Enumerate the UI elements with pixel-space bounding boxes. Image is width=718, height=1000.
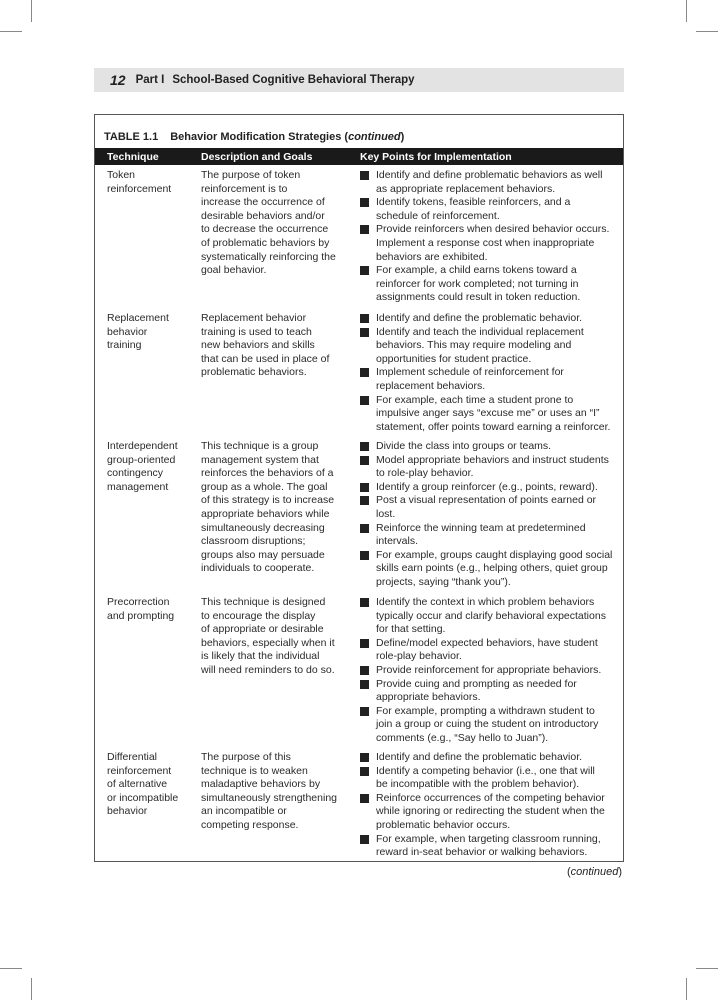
technique-cell xyxy=(107,596,195,623)
square-bullet-icon xyxy=(360,456,369,465)
key-point-item xyxy=(358,394,620,435)
key-point-item xyxy=(358,264,620,305)
key-point-line: Identify and teach the individual replacement xyxy=(376,325,584,338)
key-point-line: For example, each time a student prone to xyxy=(376,393,574,406)
key-point-item xyxy=(358,522,620,549)
square-bullet-icon xyxy=(360,598,369,607)
square-bullet-icon xyxy=(360,198,369,207)
table-title-close: ) xyxy=(400,131,405,143)
table-number: TABLE 1.1 xyxy=(104,131,159,143)
key-point-line: problematic behavior occurs. xyxy=(376,818,511,831)
technique-cell xyxy=(107,751,195,819)
description-line: to encourage the display xyxy=(201,609,316,622)
key-point-item xyxy=(358,196,620,223)
square-bullet-icon xyxy=(360,496,369,505)
key-point-line: Identify and define problematic behaviors as well xyxy=(376,169,603,181)
key-point-line: Define/model expected behaviors, have student xyxy=(376,636,598,649)
key-point-item xyxy=(358,678,620,705)
square-bullet-icon xyxy=(360,314,369,323)
key-point-line: Post a visual representation of points earned or xyxy=(376,494,597,507)
technique-cell xyxy=(107,312,195,353)
key-point-item xyxy=(358,494,620,521)
key-point-item xyxy=(358,637,620,664)
key-point-line: For example, when targeting classroom running, xyxy=(376,832,601,845)
key-point-line: while ignoring or redirecting the student when the xyxy=(376,805,605,818)
key-point-line: Identify a competing behavior (i.e., one that will xyxy=(376,764,595,777)
continued-word: continued xyxy=(570,866,619,878)
key-point-item xyxy=(358,765,620,792)
description-line: Replacement behavior xyxy=(201,312,307,324)
key-point-line: reward in-seat behavior or walking behaviors. xyxy=(376,846,588,859)
key-point-line: Identify tokens, feasible reinforcers, and a xyxy=(376,196,571,209)
key-points-cell xyxy=(358,169,620,305)
continued-close: ) xyxy=(618,866,622,878)
square-bullet-icon xyxy=(360,266,369,275)
square-bullet-icon xyxy=(360,442,369,451)
description-line: reinforcement is to xyxy=(201,182,288,195)
square-bullet-icon xyxy=(360,835,369,844)
description-line: reinforces the behaviors of a xyxy=(201,467,334,480)
square-bullet-icon xyxy=(360,396,369,405)
description-line: is likely that the individual xyxy=(201,650,320,663)
description-line: appropriate behaviors while xyxy=(201,507,330,520)
key-points-cell xyxy=(358,312,620,434)
technique-line: reinforcement xyxy=(107,182,172,195)
technique-cell xyxy=(107,440,195,494)
description-line: training is used to teach xyxy=(201,325,312,338)
key-point-item xyxy=(358,366,620,393)
column-header-description: Description and Goals xyxy=(201,151,313,163)
description-line: maladaptive behaviors by xyxy=(201,778,321,791)
key-point-line: replacement behaviors. xyxy=(376,379,486,392)
square-bullet-icon xyxy=(360,171,369,180)
description-cell xyxy=(201,596,351,678)
key-point-line: Reinforce the winning team at predetermined xyxy=(376,521,586,534)
description-line: systematically reinforcing the xyxy=(201,250,336,263)
key-point-item xyxy=(358,454,620,481)
description-line: new behaviors and skills xyxy=(201,339,315,352)
technique-line: behavior xyxy=(107,805,148,818)
description-line: This technique is a group xyxy=(201,440,319,452)
key-point-item xyxy=(358,751,620,765)
key-point-item xyxy=(358,326,620,367)
description-line: technique is to weaken xyxy=(201,764,308,777)
key-point-line: For example, groups caught displaying good social xyxy=(376,548,613,561)
key-point-item xyxy=(358,440,620,454)
key-point-line: For example, prompting a withdrawn student to xyxy=(376,704,595,717)
technique-line: contingency xyxy=(107,467,164,480)
key-point-line: Model appropriate behaviors and instruct students xyxy=(376,453,609,466)
square-bullet-icon xyxy=(360,524,369,533)
column-header-technique: Technique xyxy=(107,151,159,163)
column-header-key-points: Key Points for Implementation xyxy=(360,151,512,163)
description-line: desirable behaviors and/or xyxy=(201,209,325,222)
key-point-line: For example, a child earns tokens toward a xyxy=(376,264,577,277)
square-bullet-icon xyxy=(360,328,369,337)
key-point-line: Provide reinforcement for appropriate behaviors. xyxy=(376,663,602,676)
key-point-line: skills earn points (e.g., helping others, quiet group xyxy=(376,562,608,575)
strategy-table xyxy=(94,114,624,862)
key-point-line: Divide the class into groups or teams. xyxy=(376,440,552,452)
key-point-line: reinforcer for work completed; not turning in xyxy=(376,277,579,290)
description-line: classroom disruptions; xyxy=(201,535,306,548)
square-bullet-icon xyxy=(360,753,369,762)
square-bullet-icon xyxy=(360,794,369,803)
key-point-line: statement, offer points toward earning a reinforcer. xyxy=(376,420,611,433)
technique-line: Differential xyxy=(107,751,157,763)
description-line: This technique is designed xyxy=(201,596,326,608)
key-point-line: Identify a group reinforcer (e.g., points, reward). xyxy=(376,480,598,493)
key-point-line: for that setting. xyxy=(376,623,446,636)
description-line: of appropriate or desirable xyxy=(201,623,324,636)
key-point-item xyxy=(358,312,620,326)
key-point-item xyxy=(358,664,620,678)
table-title: Behavior Modification Strategies ( xyxy=(170,131,349,143)
continued-open: ( xyxy=(566,866,571,878)
description-line: simultaneously decreasing xyxy=(201,521,325,534)
square-bullet-icon xyxy=(360,707,369,716)
description-line: that can be used in place of xyxy=(201,352,330,365)
technique-line: of alternative xyxy=(107,778,168,791)
technique-cell xyxy=(107,169,195,196)
key-point-line: as appropriate replacement behaviors. xyxy=(376,182,556,195)
table-caption xyxy=(104,131,404,143)
crop-mark xyxy=(0,968,22,969)
key-point-line: be incompatible with the problem behavior). xyxy=(376,778,580,791)
table-header xyxy=(95,148,623,165)
description-line: to decrease the occurrence xyxy=(201,223,329,236)
description-line: of problematic behaviors by xyxy=(201,236,330,249)
key-point-line: Identify the context in which problem behaviors xyxy=(376,596,595,608)
description-line: management system that xyxy=(201,453,319,466)
description-line: simultaneously strengthening xyxy=(201,791,337,804)
description-line: group as a whole. The goal xyxy=(201,480,328,493)
description-line: individuals to cooperate. xyxy=(201,562,315,575)
description-line: competing response. xyxy=(201,818,299,831)
key-points-cell xyxy=(358,440,620,590)
description-line: goal behavior. xyxy=(201,264,267,277)
description-line: The purpose of token xyxy=(201,169,301,181)
key-point-item xyxy=(358,792,620,833)
key-point-line: role-play behavior. xyxy=(376,650,462,663)
technique-line: group-oriented xyxy=(107,453,176,466)
description-line: increase the occurrence of xyxy=(201,196,325,209)
key-point-line: join a group or cuing the student on introductory xyxy=(376,718,599,731)
crop-mark xyxy=(31,978,32,1000)
description-cell xyxy=(201,440,351,576)
key-point-item xyxy=(358,223,620,264)
technique-line: behavior xyxy=(107,325,148,338)
key-points-cell xyxy=(358,751,620,860)
table-title-continued: continued xyxy=(348,131,401,143)
technique-line: and prompting xyxy=(107,609,175,622)
crop-mark xyxy=(686,978,687,1000)
square-bullet-icon xyxy=(360,368,369,377)
key-point-line: projects, saying “thank you”). xyxy=(376,575,511,588)
square-bullet-icon xyxy=(360,639,369,648)
key-point-line: lost. xyxy=(376,507,396,520)
key-point-line: assignments could result in token reduction. xyxy=(376,291,581,304)
running-head xyxy=(94,68,624,92)
square-bullet-icon xyxy=(360,483,369,492)
description-line: an incompatible or xyxy=(201,805,287,818)
crop-mark xyxy=(696,31,718,32)
technique-line: or incompatible xyxy=(107,791,179,804)
key-point-line: opportunities for student practice. xyxy=(376,352,532,365)
key-point-line: Provide cuing and prompting as needed for xyxy=(376,677,577,690)
square-bullet-icon xyxy=(360,225,369,234)
key-point-line: behaviors. This may require modeling and xyxy=(376,339,572,352)
technique-line: management xyxy=(107,480,169,493)
key-point-line: Identify and define the problematic behavior. xyxy=(376,312,583,324)
part-label: Part I xyxy=(135,74,165,86)
crop-mark xyxy=(696,968,718,969)
key-point-line: appropriate behaviors. xyxy=(376,691,481,704)
technique-line: Token xyxy=(107,169,136,181)
square-bullet-icon xyxy=(360,666,369,675)
key-point-line: behaviors are exhibited. xyxy=(376,250,488,263)
key-point-item xyxy=(358,705,620,746)
key-point-line: Reinforce occurrences of the competing behavior xyxy=(376,791,605,804)
key-point-item xyxy=(358,596,620,637)
crop-mark xyxy=(0,31,22,32)
key-point-item xyxy=(358,549,620,590)
page-number: 12 xyxy=(110,72,126,88)
key-point-line: Identify and define the problematic behavior. xyxy=(376,751,583,763)
square-bullet-icon xyxy=(360,551,369,560)
technique-line: Replacement xyxy=(107,312,169,324)
technique-line: training xyxy=(107,339,142,352)
key-point-line: intervals. xyxy=(376,535,419,548)
key-point-line: to role-play behavior. xyxy=(376,467,474,480)
description-line: The purpose of this xyxy=(201,751,291,763)
key-point-line: typically occur and clarify behavioral expectations xyxy=(376,609,606,622)
key-point-line: schedule of reinforcement. xyxy=(376,209,500,222)
technique-line: Interdependent xyxy=(107,440,178,452)
description-cell xyxy=(201,169,351,278)
description-line: behaviors, especially when it xyxy=(201,636,335,649)
key-point-item xyxy=(358,169,620,196)
key-point-line: impulsive anger says “excuse me” or uses an “I” xyxy=(376,407,600,420)
key-point-line: comments (e.g., “Say hello to Juan”). xyxy=(376,731,549,744)
square-bullet-icon xyxy=(360,767,369,776)
description-line: will need reminders to do so. xyxy=(201,663,335,676)
continued-note xyxy=(567,866,622,878)
crop-mark xyxy=(31,0,32,22)
technique-line: reinforcement xyxy=(107,764,172,777)
book-title: School-Based Cognitive Behavioral Therapy xyxy=(172,74,415,86)
key-point-line: Implement schedule of reinforcement for xyxy=(376,366,564,379)
key-point-item xyxy=(358,833,620,860)
description-cell xyxy=(201,312,351,380)
crop-mark xyxy=(686,0,687,22)
key-point-line: Implement a response cost when inappropriate xyxy=(376,236,595,249)
key-point-item xyxy=(358,481,620,495)
technique-line: Precorrection xyxy=(107,596,170,608)
description-cell xyxy=(201,751,351,833)
key-points-cell xyxy=(358,596,620,746)
description-line: of this strategy is to increase xyxy=(201,494,335,507)
description-line: groups also may persuade xyxy=(201,548,325,561)
square-bullet-icon xyxy=(360,680,369,689)
key-point-line: Provide reinforcers when desired behavior occurs. xyxy=(376,223,610,236)
description-line: problematic behaviors. xyxy=(201,366,307,379)
